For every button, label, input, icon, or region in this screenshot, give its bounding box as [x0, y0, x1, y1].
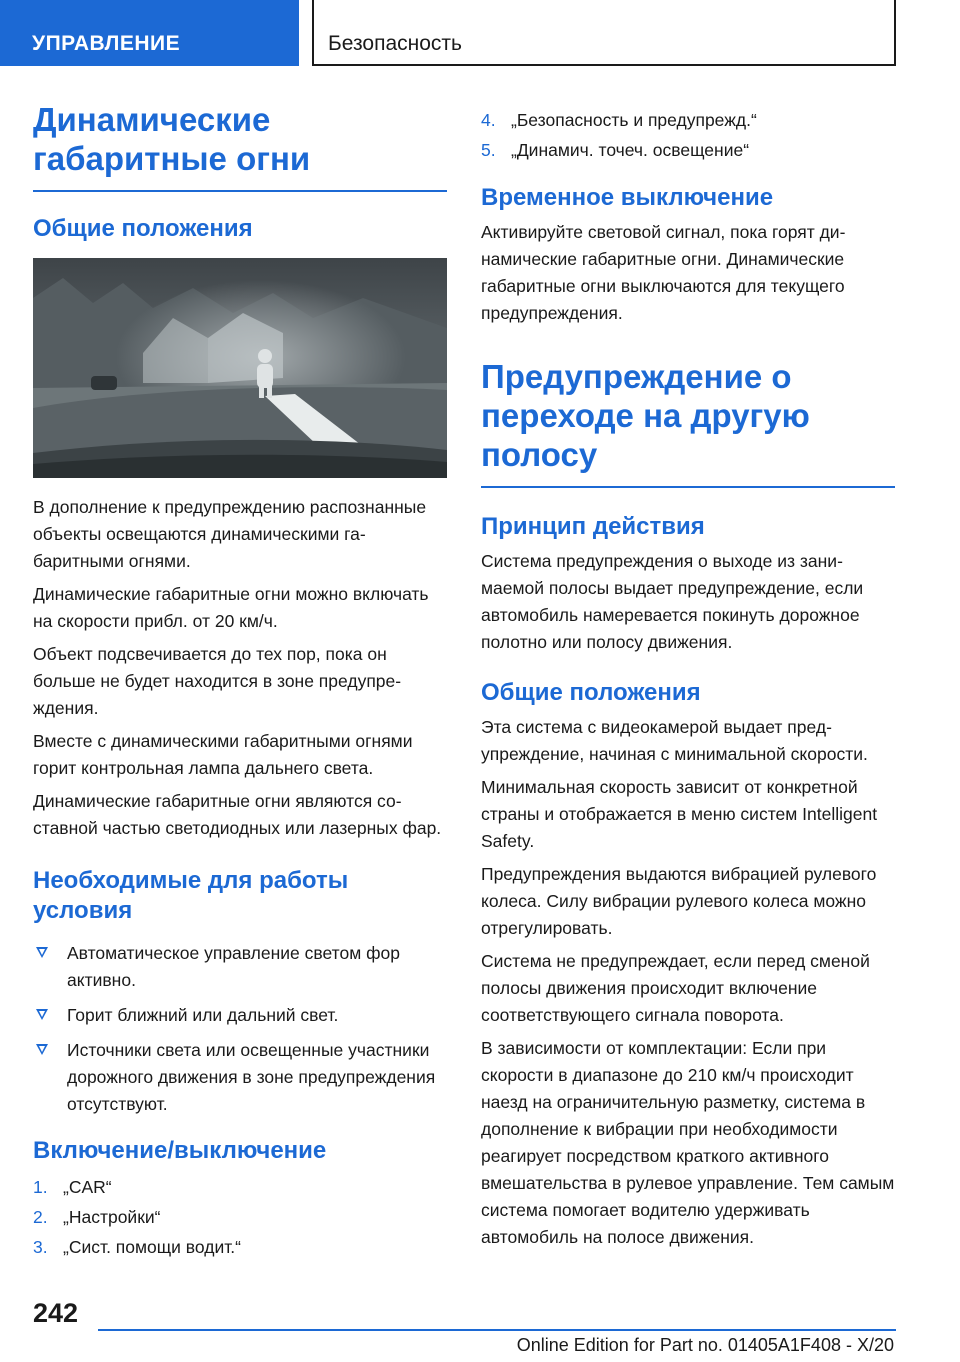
- footer-divider: [98, 1329, 896, 1331]
- right-column: [481, 105, 895, 1257]
- paragraph: Вместе с динамическими габаритными огнями горит контрольная лампа дальнего света.: [33, 731, 413, 778]
- chapter-tab: Безопасность: [312, 0, 896, 66]
- triangle-bullet-icon: [36, 947, 48, 958]
- heading-on-off: Включение/выключение: [33, 1137, 327, 1164]
- heading-temporary-off: Временное выключение: [481, 184, 774, 211]
- paragraph: Система не предупреждает, если перед сменой полосы движения происходит включение соответствующего сигнала поворота.: [481, 951, 870, 1025]
- paragraph: В дополнение к предупреждению распознанные объекты освещаются динамическими габаритными огнями.: [33, 497, 427, 571]
- list-item: 3. „Сист. помощи водит.“: [33, 1237, 241, 1257]
- section-tab: УПРАВЛЕНИЕ: [0, 0, 299, 66]
- left-column: [33, 100, 447, 1276]
- paragraph: Эта система с видеокамерой выдает предупреждение, начиная с минимальной скорости.: [481, 717, 868, 764]
- paragraph: Динамические габаритные огни можно включать на скорости прибл. от 20 км/ч.: [33, 584, 429, 631]
- page-number: 242: [33, 1298, 79, 1328]
- steps-list: [33, 1172, 447, 1262]
- paragraph: Система предупреждения о выходе из занимаемой полосы выдает предупреждение, если автомобиль намеревается покинуть дорожное полотно или полосу движения.: [481, 551, 864, 652]
- triangle-bullet-icon: [36, 1009, 48, 1020]
- night-road-illustration: [33, 258, 447, 478]
- list-item: 1. „CAR“: [33, 1177, 112, 1197]
- steps-list-continued: [481, 105, 895, 165]
- footer-edition: Online Edition for Part no. 01405A1F408 - X/20: [516, 1335, 894, 1355]
- section-title-lane-warning: Предупреждение о переходе на другую полосу: [481, 357, 895, 488]
- heading-general-right: Общие положения: [481, 679, 701, 706]
- triangle-bullet-icon: [36, 1044, 48, 1055]
- conditions-list: [33, 940, 447, 1118]
- list-item: Автоматическое управление светом фор активно.: [33, 940, 447, 994]
- list-item: 2. „Настройки“: [33, 1207, 161, 1227]
- paragraph: Динамические габаритные огни являются составной частью светодиодных или лазерных фар.: [33, 791, 442, 838]
- heading-principle: Принцип действия: [481, 513, 705, 540]
- paragraph: Предупреждения выдаются вибрацией рулевого колеса. Силу вибрации рулевого колеса можно отрегулировать.: [481, 864, 877, 938]
- list-item: Источники света или освещенные участники дорожного движения в зоне предупреждения отсутствуют.: [33, 1037, 447, 1118]
- paragraph: Минимальная скорость зависит от конкретной страны и отображается в меню систем Intelligent Safety.: [481, 777, 878, 851]
- heading-conditions: Необходимые для работы условия: [33, 867, 349, 924]
- section-title-dynamic-lights: Динамические габаритные огни: [33, 100, 447, 192]
- list-item: 5. „Динамич. точеч. освещение“: [481, 140, 750, 160]
- paragraph: Объект подсвечивается до тех пор, пока он больше не будет находится в зоне предупреждения.: [33, 644, 402, 718]
- list-item: 4. „Безопасность и предупрежд.“: [481, 110, 757, 130]
- paragraph: Активируйте световой сигнал, пока горят динамические габаритные огни. Динамические габаритные огни выключаются для текущего предупреждения.: [481, 222, 846, 323]
- heading-general: Общие положения: [33, 215, 253, 242]
- paragraph: В зависимости от комплектации: Если при скорости в диапазоне до 210 км/ч происходит наезд на ограничительную разметку, система в дополнение к вибрации при необходимости реагирует посредством краткого активного вмешательства в рулевое управление. Тем самым система помогает водителю удерживать автомобиль на полосе движения.: [481, 1038, 895, 1247]
- list-item: Горит ближний или дальний свет.: [33, 1002, 447, 1029]
